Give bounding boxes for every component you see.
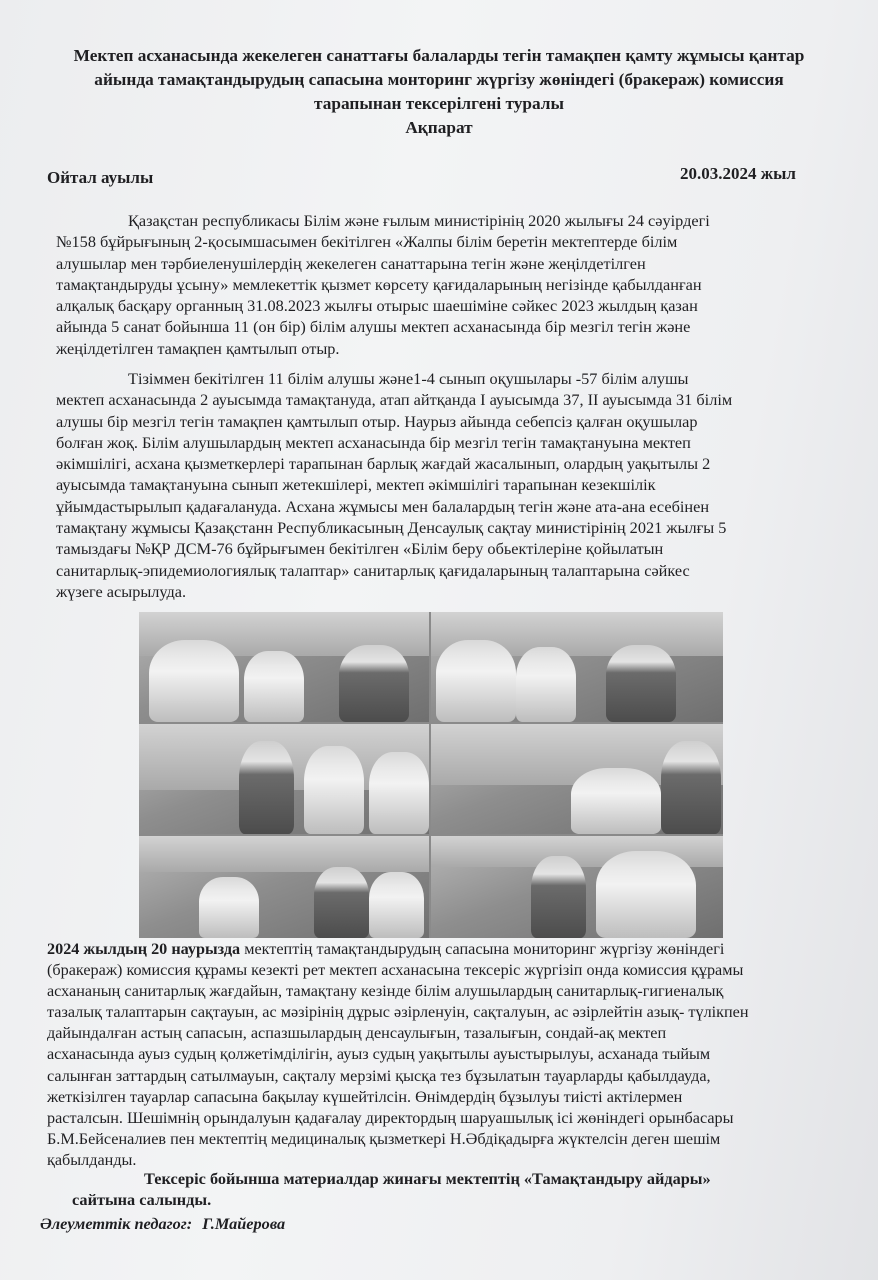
text-line: әкімшілігі, асхана қызметкерлері тарапынан барлық жағдай жасалынып, олардың уақытылы 2 bbox=[56, 454, 711, 474]
text-line: тамыздағы №ҚР ДСМ-76 бұйрығымен бекітілген «Білім беру обьектілеріне қойылатын bbox=[56, 539, 664, 559]
document-date: 20.03.2024 жыл bbox=[680, 164, 796, 183]
title-line: Ақпарат bbox=[405, 118, 473, 137]
text-line: болған жоқ. Білім алушылардың мектеп асханасында бір мезгіл тегін тамақтануына мектеп bbox=[56, 432, 691, 452]
photo bbox=[139, 724, 429, 834]
title-line: Мектеп асханасында жекелеген санаттағы балаларды тегін тамақпен қамту жұмысы қантар bbox=[73, 46, 805, 65]
text-line-rest: мектептің тамақтандырудың сапасына мониторинг жүргізу жөніндегі bbox=[240, 940, 725, 958]
footer-note bbox=[72, 1168, 810, 1210]
bold-date: 2024 жылдың 20 наурызда bbox=[47, 940, 241, 958]
photo bbox=[139, 836, 429, 938]
text-line: (бракераж) комиссия құрамы кезекті рет мектеп асханасына тексеріс жүргізіп онда комиссия құрамы bbox=[47, 961, 744, 980]
text-line: санитарлық-эпидемиологиялық талаптар» санитарлық қағидаларының талаптарына сәйкес bbox=[56, 560, 690, 580]
text-line: ұйымдастырылып қадағалануда. Асхана жұмысы мен балалардың тегін және ата-ана есебінен bbox=[56, 496, 710, 516]
text-line: тамақтану жұмысы Қазақстанн Республикасының Денсаулық сақтау министірінің 2021 жылғы 5 bbox=[56, 518, 727, 538]
text-line: қабылданды. bbox=[47, 1150, 137, 1169]
text-line: ауысымда тамақтануына сынып жетекшілері, мектеп әкімшілігі тарапынан кезекшілік bbox=[56, 475, 656, 495]
text-line: тамақтандыруды ұсыну» мемлекеттік қызмет көрсету қағидаларының негізінде қабылданған bbox=[56, 274, 702, 294]
paragraph-2 bbox=[56, 368, 812, 602]
text-line: тазалық талаптарын сақтауын, ас мәзірінің дұрыс әзірленуін, сақталуын, ас әзірлейтін азық- түлікпен bbox=[47, 1003, 749, 1022]
text-line: Тізіммен бекітілген 11 білім алушы және1-4 сынып оқушылары -57 білім алушы bbox=[128, 369, 689, 388]
photo bbox=[431, 612, 723, 722]
footer-line: сайтына салынды. bbox=[72, 1190, 212, 1209]
text-line: №158 бұйрығының 2-қосымшасымен бекітілген «Жалпы білім беретін мектептерде білім bbox=[56, 232, 678, 252]
text-line bbox=[47, 939, 810, 960]
photo bbox=[431, 836, 723, 938]
signature-name: Г.Майерова bbox=[202, 1214, 286, 1233]
title-line: тарапынан тексерілгені туралы bbox=[314, 94, 564, 113]
text-line: асханасында ауыз судың қолжетімділігін, ауыз судың уақытылы ауыстырылуы, асханада тыйым bbox=[47, 1045, 711, 1064]
paragraph-1 bbox=[56, 210, 812, 359]
paragraph-3 bbox=[47, 939, 810, 1171]
text-line: алушылар мен тәрбиеленушілердің жекелеген санаттарына тегін және жеңілдетілген bbox=[56, 253, 646, 273]
text-line: салынған заттардың сатылмауын, сақталу мерзімі қысқа тез бұзылатын тауарларды қабылдауда, bbox=[47, 1066, 711, 1085]
text-line: асхананың санитарлық жағдайын, тамақтану кезінде білім алушылардың санитарлық-гигиеналық bbox=[47, 982, 724, 1001]
text-line: Б.М.Бейсеналиев пен мектептің медициналық қызметкері Н.Әбдіқадырға жүктелсін деген шешім bbox=[47, 1129, 721, 1148]
text-line: алқалық басқару органның 31.08.2023 жылғы отырыс шаешіміне сәйкес 2023 жылдың қазан bbox=[56, 296, 698, 316]
text-line: мектеп асханасында 2 ауысымда тамақтануда, атап айтқанда І ауысымда 37, ІІ ауысымда 31 білім bbox=[56, 390, 733, 410]
place-name: Ойтал ауылы bbox=[47, 168, 154, 187]
text-line: расталсын. Шешімнің орындалуын қадағалау директордың шаруашылық ісі жөніндегі орынбасары bbox=[47, 1108, 734, 1127]
text-line: жеткізілген тауарлар сапасына бақылау күшейтілсін. Өнімдердің бұзылуы тиісті актілермен bbox=[47, 1087, 683, 1106]
text-line: Қазақстан республикасы Білім және ғылым министірінің 2020 жылығы 24 сәуірдегі bbox=[128, 211, 710, 230]
text-line: алушы бір мезгіл тегін тамақпен қамтылып отыр. Наурыз айында себепсіз қалған оқушылар bbox=[56, 411, 698, 431]
document-title bbox=[10, 44, 868, 140]
photo bbox=[431, 724, 723, 834]
photo-collage bbox=[139, 612, 723, 938]
text-line: дайындалған астың сапасын, аспазшылардың денсаулығын, тазалығын, сондай-ақ мектеп bbox=[47, 1024, 667, 1043]
photo bbox=[139, 612, 429, 722]
signature-role: Әлеуметтік педагог: bbox=[40, 1214, 193, 1233]
text-line: айында 5 санат бойынша 11 (он бір) білім алушы мектеп асханасында бір мезгіл тегін және bbox=[56, 317, 691, 337]
text-line: жеңілдетілген тамақпен қамтылып отыр. bbox=[56, 338, 340, 358]
footer-line: Тексеріс бойынша материалдар жинағы мектептің «Тамақтандыру айдары» bbox=[144, 1169, 711, 1188]
text-line: жүзеге асырылуда. bbox=[56, 581, 187, 601]
title-line: айында тамақтандырудың сапасына монторинг жүргізу жөніндегі (бракераж) комиссия bbox=[94, 70, 784, 89]
signature bbox=[40, 1214, 285, 1234]
